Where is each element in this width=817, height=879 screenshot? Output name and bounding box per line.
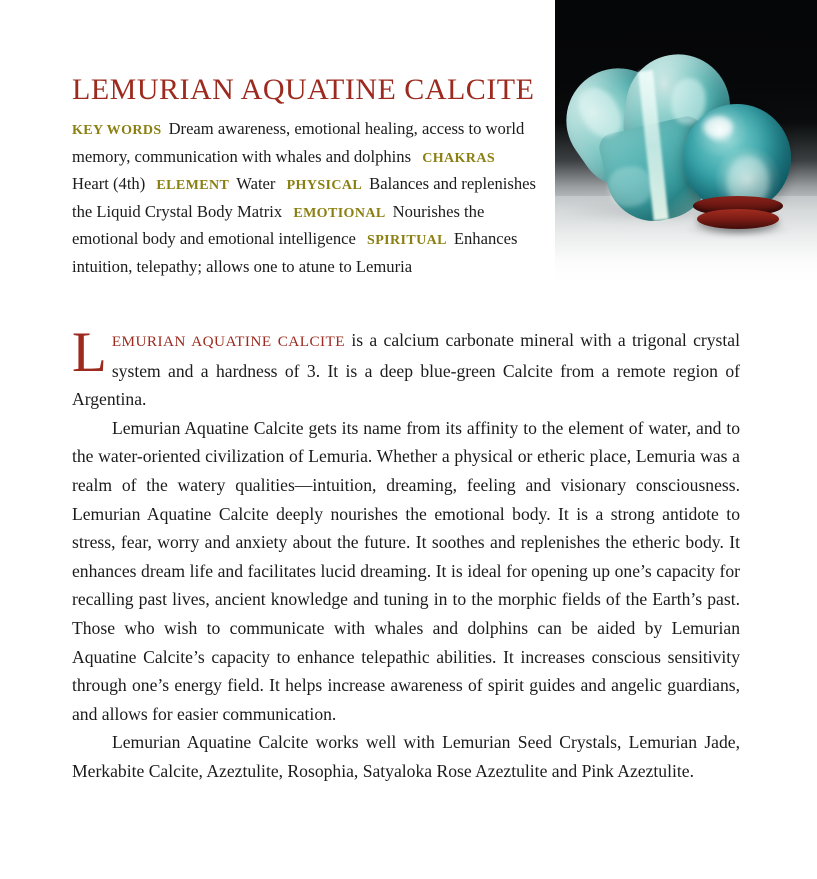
keyword-value-key-words: Dream awareness, emotional healing, access to world memory, communication with whales and dolphins <box>72 119 525 166</box>
keyword-value-emotional: Nourishes the emotional body and emotional intelligence <box>72 201 485 249</box>
wooden-stand-icon <box>693 196 783 230</box>
keyword-value-spiritual: Enhances intuition, telepathy; allows one to atune to Lemuria <box>72 229 518 276</box>
keyword-label-physical: PHYSICAL <box>286 178 363 194</box>
body-paragraph-2: Lemurian Aquatine Calcite gets its name from its affinity to the element of water, and to the water-oriented civilization of Lemuria. Whether a physical or etheric place, Lemuria was a realm of the watery qualities—intuition, dreaming, feeling and visionary consciousness. Lemurian Aquatine Calcite deeply nourishes the emotional body. It is a strong antidote to stress, fear, worry and anxiety about the future. It soothes and replenishes the etheric body. It enhances dream life and facilitates lucid dreaming. It is ideal for opening up one’s capacity for recalling past lives, ancient knowledge and tuning in to the morphic fields of the Earth’s past. Those who wish to communicate with whales and dolphins can be aided by Lemurian Aquatine Calcite’s capacity to enhance telepathic abilities. It increases conscious sensitivity through one’s energy field. It helps increase awareness of spirit guides and angelic guardians, and allows for easier communication. <box>72 417 740 724</box>
keywords-block <box>72 116 538 280</box>
page-title: LEMURIAN AQUATINE CALCITE <box>72 73 535 107</box>
keyword-label-spiritual: SPIRITUAL <box>367 233 447 249</box>
body-paragraph-3: Lemurian Aquatine Calcite works well with Lemurian Seed Crystals, Lemurian Jade, Merkabite Calcite, Azeztulite, Rosophia, Satyaloka Rose Azeztulite and Pink Azeztulite. <box>72 732 740 781</box>
stand-base <box>697 209 779 229</box>
keyword-label-emotional: EMOTIONAL <box>293 205 386 221</box>
keyword-label-key-words: KEY WORDS <box>72 123 162 138</box>
specimen-photo <box>555 0 817 292</box>
drop-cap-letter: L <box>72 321 107 384</box>
keyword-value-chakras: Heart (4th) <box>72 174 146 194</box>
lead-paragraph <box>72 321 740 414</box>
article-body <box>72 321 740 786</box>
keyword-value-physical: Balances and replenishes the Liquid Crystal Body Matrix <box>72 174 536 221</box>
keyword-value-element: Water <box>236 174 276 194</box>
keyword-label-chakras: CHAKRAS <box>422 150 496 166</box>
lead-smallcaps-phrase: EMURIAN AQUATINE CALCITE <box>111 333 345 350</box>
lead-paragraph-text: is a calcium carbonate mineral with a trigonal crystal system and a hardness of 3. It is a deep blue-green Calcite from a remote region of Argentina. <box>72 330 740 410</box>
keyword-label-element: ELEMENT <box>156 178 230 194</box>
sphere-highlight <box>703 116 733 138</box>
